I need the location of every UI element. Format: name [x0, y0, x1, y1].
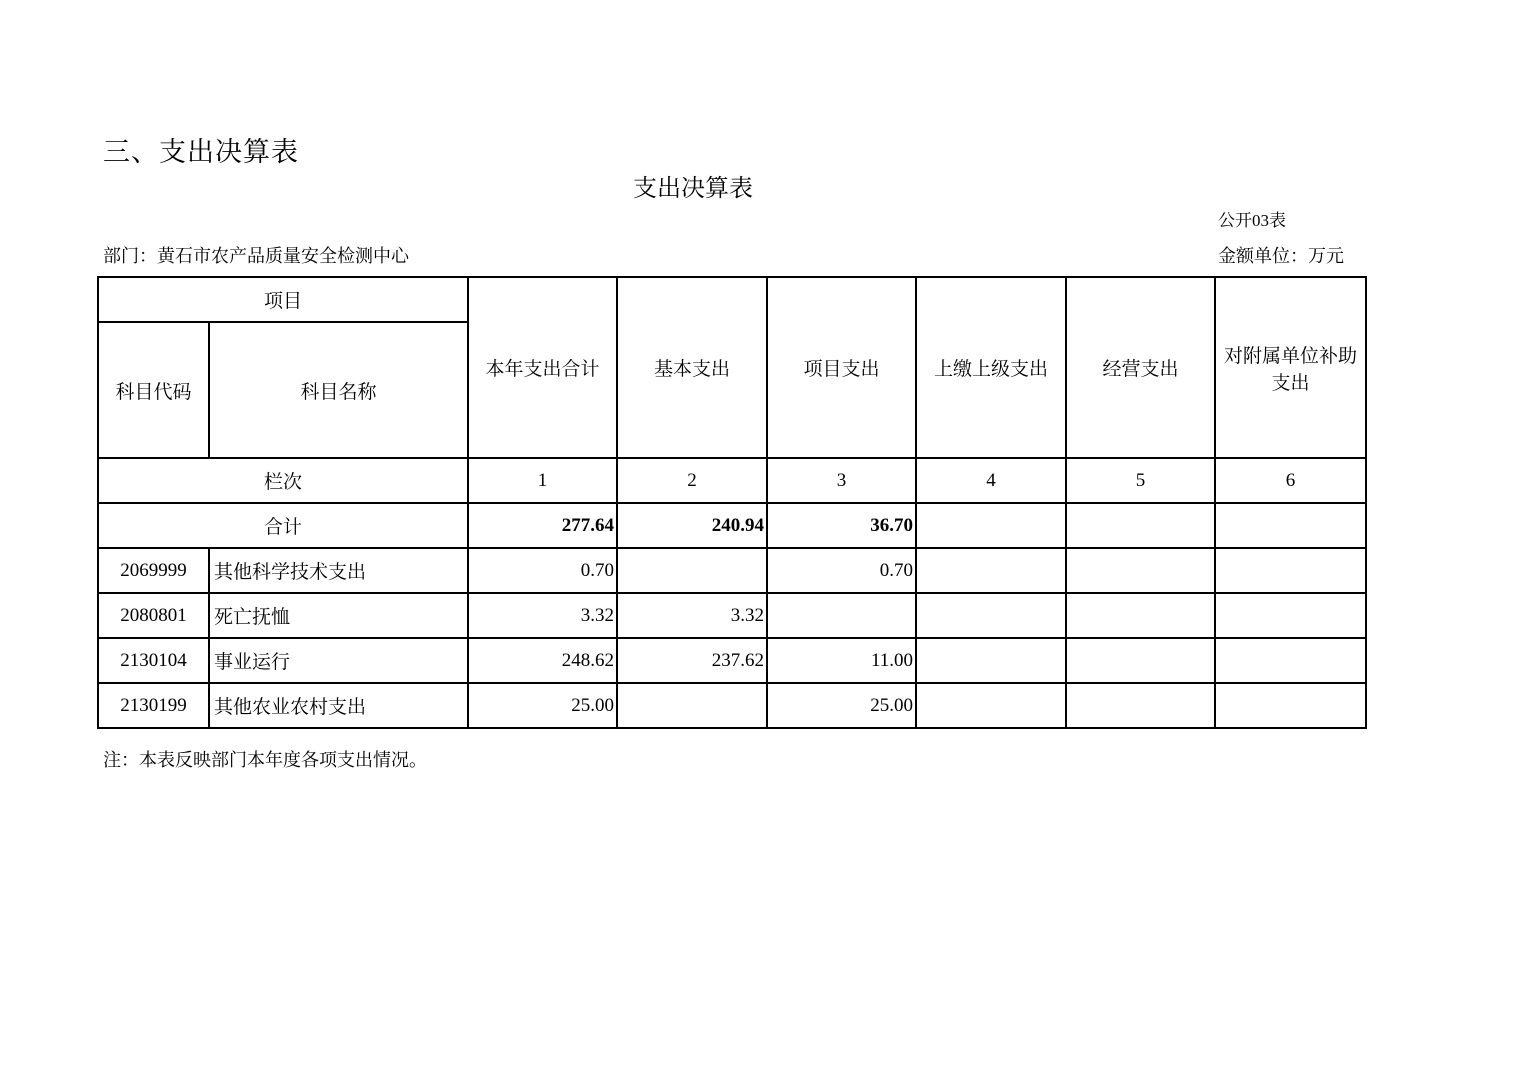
basic-cell [617, 683, 767, 728]
total-row [98, 503, 1366, 548]
project-cell: 0.70 [767, 548, 916, 593]
table-row [98, 638, 1366, 683]
total-cell: 0.70 [468, 548, 617, 593]
column-number: 6 [1215, 458, 1366, 503]
column-number: 1 [468, 458, 617, 503]
subsidy-cell [1215, 593, 1366, 638]
table-row [98, 593, 1366, 638]
column-number: 2 [617, 458, 767, 503]
table-title: 支出决算表 [633, 174, 753, 202]
upper-cell [916, 548, 1066, 593]
total-cell: 277.64 [468, 503, 617, 548]
header-code: 科目代码 [98, 322, 209, 458]
total-cell: 25.00 [468, 683, 617, 728]
column-number: 5 [1066, 458, 1215, 503]
column-label: 栏次 [98, 458, 468, 503]
header-total: 本年支出合计 [468, 277, 617, 458]
basic-cell [617, 548, 767, 593]
header-project: 项目 [98, 277, 468, 322]
header-project-expense: 项目支出 [767, 277, 916, 458]
code-cell: 2130199 [98, 683, 209, 728]
name-cell: 死亡抚恤 [209, 593, 468, 638]
code-cell: 2080801 [98, 593, 209, 638]
basic-cell: 237.62 [617, 638, 767, 683]
business-cell [1066, 638, 1215, 683]
total-project-cell: 36.70 [767, 503, 916, 548]
name-cell: 其他农业农村支出 [209, 683, 468, 728]
form-code: 公开03表 [1218, 211, 1286, 230]
total-subsidy-cell [1215, 503, 1366, 548]
upper-cell [916, 593, 1066, 638]
column-number: 3 [767, 458, 916, 503]
total-cell: 248.62 [468, 638, 617, 683]
unit-label: 金额单位：万元 [1218, 246, 1344, 266]
table-row [98, 683, 1366, 728]
table-row [98, 548, 1366, 593]
name-cell: 其他科学技术支出 [209, 548, 468, 593]
footnote: 注：本表反映部门本年度各项支出情况。 [103, 750, 427, 770]
total-basic-cell: 240.94 [617, 503, 767, 548]
column-number: 4 [916, 458, 1066, 503]
upper-cell [916, 683, 1066, 728]
department-label: 部门：黄石市农产品质量安全检测中心 [103, 246, 409, 266]
expenditure-table [97, 276, 1367, 729]
business-cell [1066, 683, 1215, 728]
subsidy-cell [1215, 638, 1366, 683]
total-cell: 3.32 [468, 593, 617, 638]
subsidy-cell [1215, 548, 1366, 593]
project-cell: 25.00 [767, 683, 916, 728]
subsidy-cell [1215, 683, 1366, 728]
project-cell: 11.00 [767, 638, 916, 683]
business-cell [1066, 548, 1215, 593]
business-cell [1066, 593, 1215, 638]
column-number-row [98, 458, 1366, 503]
header-subsidy: 对附属单位补助支出 [1215, 277, 1366, 458]
header-name: 科目名称 [209, 322, 468, 458]
header-row-1 [98, 277, 1366, 322]
header-business: 经营支出 [1066, 277, 1215, 458]
header-upper: 上缴上级支出 [916, 277, 1066, 458]
project-cell [767, 593, 916, 638]
header-basic: 基本支出 [617, 277, 767, 458]
code-cell: 2130104 [98, 638, 209, 683]
code-cell: 2069999 [98, 548, 209, 593]
upper-cell [916, 638, 1066, 683]
basic-cell: 3.32 [617, 593, 767, 638]
total-business-cell [1066, 503, 1215, 548]
total-upper-cell [916, 503, 1066, 548]
total-label: 合计 [98, 503, 468, 548]
name-cell: 事业运行 [209, 638, 468, 683]
section-title: 三、支出决算表 [103, 137, 299, 168]
